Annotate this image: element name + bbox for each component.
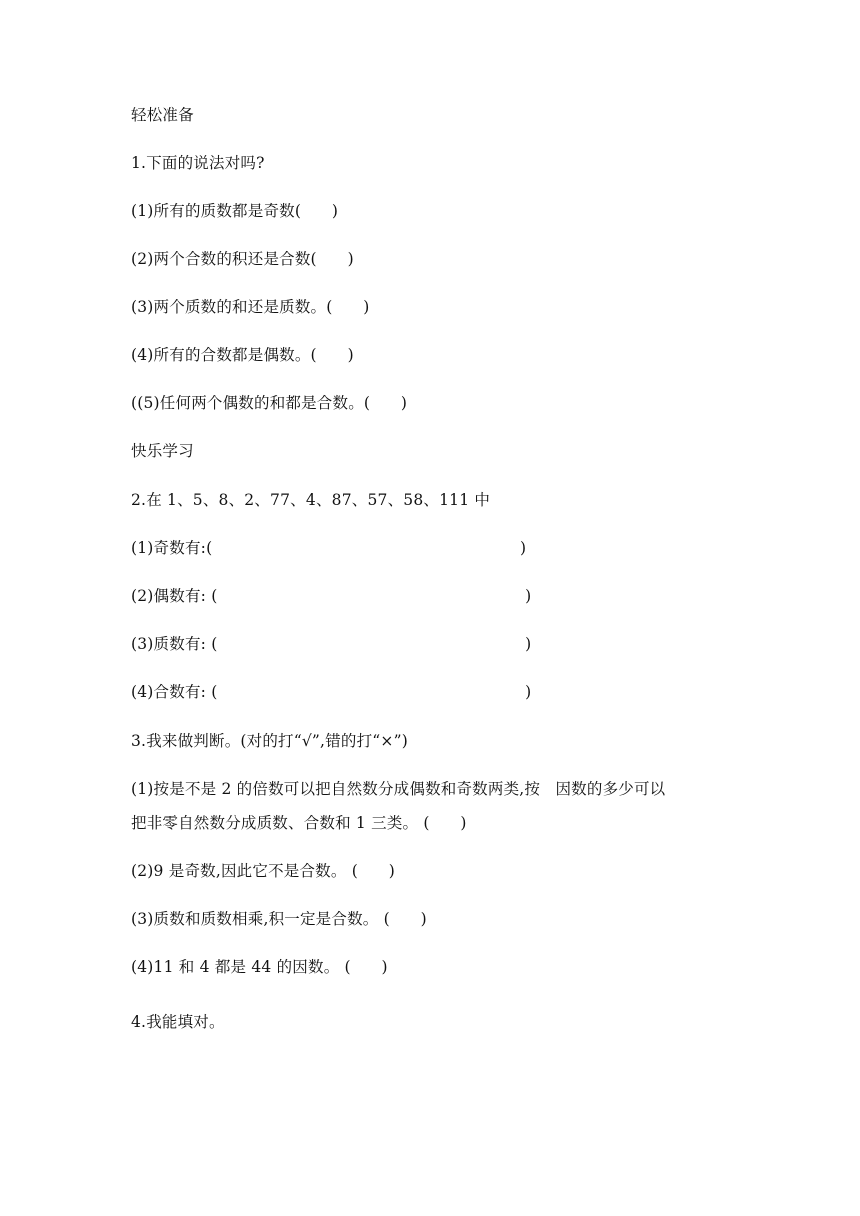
question-3-prompt: 3.我来做判断。(对的打“√”,错的打“×”) [131, 732, 408, 750]
section-title-happy-learning: 快乐学习 [131, 442, 194, 460]
question-2-item-3: (3)质数有: ( ) [131, 635, 532, 653]
section-title-easy-prep: 轻松准备 [131, 106, 194, 124]
question-2-item-4: (4)合数有: ( ) [131, 683, 532, 701]
question-1-prompt: 1.下面的说法对吗? [131, 154, 265, 172]
question-3-item-4: (4)11 和 4 都是 44 的因数。 ( ) [131, 958, 388, 976]
question-1-item-3: (3)两个质数的和还是质数。( ) [131, 298, 370, 316]
question-2-item-1: (1)奇数有:( ) [131, 539, 527, 557]
question-3-item-3: (3)质数和质数相乘,积一定是合数。 ( ) [131, 910, 427, 928]
question-3-item-1-line-1: (1)按是不是 2 的倍数可以把自然数分成偶数和奇数两类,按 因数的多少可以 [131, 780, 666, 798]
question-3-item-2: (2)9 是奇数,因此它不是合数。 ( ) [131, 862, 395, 880]
question-1-item-1: (1)所有的质数都是奇数( ) [131, 202, 339, 220]
question-1-item-5: ((5)任何两个偶数的和都是合数。( ) [131, 394, 408, 412]
question-2-prompt: 2.在 1、5、8、2、77、4、87、57、58、111 中 [131, 491, 491, 509]
question-3-item-1-line-2: 把非零自然数分成质数、合数和 1 三类。 ( ) [131, 814, 467, 832]
question-2-item-2: (2)偶数有: ( ) [131, 587, 532, 605]
question-1-item-2: (2)两个合数的积还是合数( ) [131, 250, 354, 268]
question-4-prompt: 4.我能填对。 [131, 1013, 225, 1031]
question-1-item-4: (4)所有的合数都是偶数。( ) [131, 346, 354, 364]
